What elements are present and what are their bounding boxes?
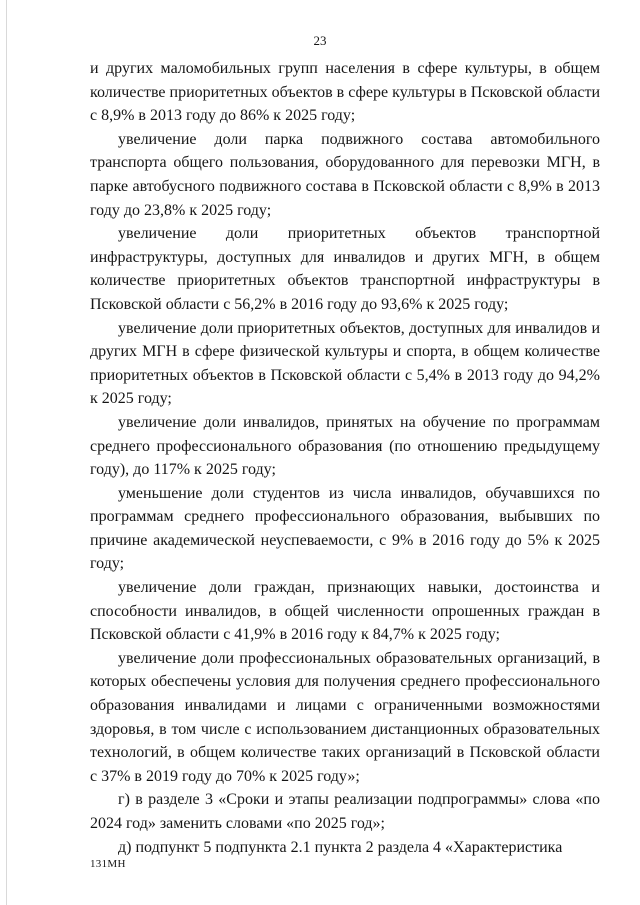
paragraph-transport-fleet: увеличение доли парка подвижного состава автомобильного транспорта общего пользования, оборудованного для перевозки МГН, в парке автобусного подвижного состава в Псковской области с 8,9% в 2013 году до 23,8% к 2025 году;: [90, 130, 600, 219]
paragraph-transport-infrastructure: увеличение доли приоритетных объектов транспортной инфраструктуры, доступных для инвалидов и других МГН, в общем количестве приоритетных объектов транспортной инфраструктуры в Псковской области с 56,2% в 2016 году до 93,6% к 2025 году;: [90, 225, 600, 313]
paragraph-sports-objects: увеличение доли приоритетных объектов, доступных для инвалидов и других МГН в сфере физической культуры и спорта, в общем количестве приоритетных объектов в Псковской области с 5,4% в 2013 году до 94,2% к 2025 году;: [90, 319, 600, 408]
paragraph-item-g: г) в разделе 3 «Сроки и этапы реализации подпрограммы» слова «по 2024 год» заменить словами «по 2025 год»;: [90, 791, 600, 832]
document-body: [90, 57, 600, 859]
footer-document-code: 131МН: [90, 858, 126, 870]
page-number: 23: [313, 33, 327, 48]
paragraph-vocational-organizations: увеличение доли профессиональных образовательных организаций, в которых обеспечены условия для получения среднего профессионального образования инвалидами и лицами с ограниченными возможностями здоровья, в том числе с использованием дистанционных образовательных технологий, в общем количестве таких организаций в Псковской области с 37% в 2019 году до 70% к 2025 году»;: [90, 649, 600, 785]
scan-edge-line: [6, 0, 7, 905]
paragraph-student-dropout: уменьшение доли студентов из числа инвалидов, обучавшихся по программам среднего профессионального образования, выбывших по причине академической неуспеваемости, с 9% в 2016 году до 5% к 2025 году;: [90, 484, 600, 573]
paragraph-culture-continuation: и других маломобильных групп населения в сфере культуры, в общем количестве приоритетных объектов в сфере культуры в Псковской области с 8,9% в 2013 году до 86% к 2025 году;: [90, 60, 600, 125]
paragraph-vocational-enrollment: увеличение доли инвалидов, принятых на обучение по программам среднего профессионального образования (по отношению предыдущему году), до 117% к 2025 году;: [90, 413, 600, 479]
paragraph-item-d: д) подпункт 5 подпункта 2.1 пункта 2 раздела 4 «Характеристика: [118, 838, 563, 856]
paragraph-public-recognition: увеличение доли граждан, признающих навыки, достоинства и способности инвалидов, в общей численности опрошенных граждан в Псковской области с 41,9% в 2016 году к 84,7% к 2025 году;: [90, 579, 600, 644]
